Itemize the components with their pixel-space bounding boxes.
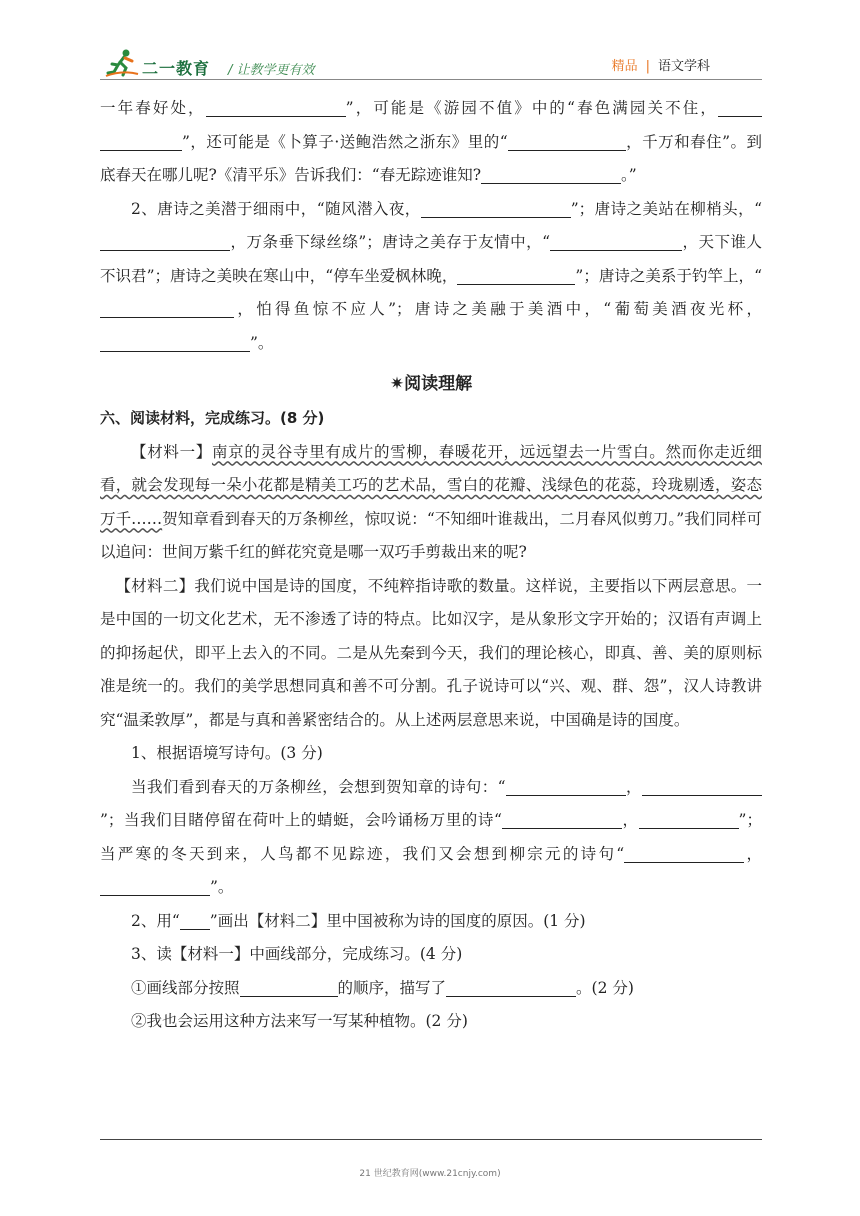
answer-blank[interactable] [100,301,234,318]
section-title: ✷阅读理解 [389,374,473,394]
answer-blank[interactable] [100,334,250,351]
subject-label: 语文学科 [657,59,710,74]
footer-divider [100,1139,762,1140]
answer-blank[interactable] [639,812,739,829]
sub-question-2: 2、用“ ”画出【材料二】里中国被称为诗的国度的原因。(1 分) [131,911,586,930]
question-six-title: 六、阅读材料，完成练习。(8 分) [100,409,325,427]
answer-blank[interactable] [100,879,210,896]
answer-blank[interactable] [508,133,626,150]
sub-question-3: 3、读【材料一】中画线部分，完成练习。(4 分) [131,945,463,963]
answer-blank[interactable] [481,167,621,184]
document-body [100,92,762,1039]
logo-name: 二一教育 [142,59,211,78]
sub-question-3-part-1: ①画线部分按照 的顺序，描写了 。(2 分) [131,978,634,997]
answer-blank[interactable] [457,267,575,284]
page-header [100,42,762,82]
answer-blank[interactable] [506,778,626,795]
answer-blank[interactable] [446,979,576,996]
answer-blank[interactable] [624,845,744,862]
answer-blank[interactable] [100,234,230,251]
answer-blank[interactable] [550,234,682,251]
material-two: 【材料二】我们说中国是诗的国度，不纯粹指诗歌的数量。这样说，主要指以下两层意思。一是中国的一切文化艺术，无不渗透了诗的特点。比如汉字，是从象形文字开始的；汉语有声调上的抑扬起伏，即平上去入的不同。二是从先秦到今天，我们的理论核心，即真、善、美的原则标准是统一的。我们的美学思想同真和善不可分割。孔子说诗可以“兴、观、群、怨”，汉人诗教讲究“温柔敦厚”，都是与真和善紧密结合的。从上述两层意思来说，中国确是诗的国度。 [100,576,762,729]
slogan: / 让教学更有效 [228,63,315,78]
answer-blank[interactable] [206,100,346,117]
paragraph-tang-poems: 2、唐诗之美潜于细雨中，“随风潜入夜， ”；唐诗之美站在柳梢头，“，万条垂下绿丝绦”；唐诗之美存于友情中，“ ，天下谁人不识君”；唐诗之美映在寒山中，“停车坐爱枫林晚， ”；唐诗之美系于钓竿上，“ ，怕得鱼惊不应人”；唐诗之美融于美酒中，“葡萄美酒夜光杯，”。 [100,199,762,352]
sub-question-1-body: 当我们看到春天的万条柳丝，会想到贺知章的诗句：“ ，”；当我们目睹停留在荷叶上的蜻蜓，会吟诵杨万里的诗“ ， ”；当严寒的冬天到来，人鸟都不见踪迹，我们又会想到柳宗元的诗句“ ，”。 [100,777,762,896]
answer-blank[interactable] [502,812,622,829]
header-tag: 精品 | 语文学科 [611,59,710,74]
underlined-passage: 南京的灵谷寺里有成片的雪柳，春暖花开，远远望去一片雪白。然而你走近细看，就会发现每一朵小花都是精美工巧的艺术品，雪白的花瓣、浅绿色的花蕊，玲珑剔透，姿态万千…… [100,442,762,528]
answer-blank[interactable] [100,133,182,150]
header-divider [100,79,762,80]
answer-blank[interactable] [718,100,762,117]
answer-blank[interactable] [421,200,571,217]
logo [104,48,354,78]
runner-logo-icon [104,48,140,78]
page-footer: 21 世纪教育网(www.21cnjy.com) [359,1169,501,1179]
answer-blank[interactable] [240,979,338,996]
sub-question-1: 1、根据语境写诗句。(3 分) [131,744,323,762]
quality-label: 精品 [611,59,638,74]
answer-blank[interactable] [180,912,210,929]
sub-question-3-part-2: ②我也会运用这种方法来写一写某种植物。(2 分) [131,1012,468,1030]
answer-blank[interactable] [642,778,762,795]
material-one: 【材料一】南京的灵谷寺里有成片的雪柳，春暖花开，远远望去一片雪白。然而你走近细看，就会发现每一朵小花都是精美工巧的艺术品，雪白的花瓣、浅绿色的花蕊，玲珑剔透，姿态万千……贺知章看到春天的万条柳丝，惊叹说：“不知细叶谁裁出，二月春风似剪刀。”我们同样可以追问：世间万紫千红的鲜花究竟是哪一双巧手剪裁出来的呢? [100,442,762,561]
paragraph-spring: 一年春好处， ”，可能是《游园不值》中的“春色满园关不住，”，还可能是《卜算子·送鲍浩然之浙东》里的“ ，千万和春住”。到底春天在哪儿呢?《清平乐》告诉我们：“春无踪迹谁知? 。” [100,99,762,184]
